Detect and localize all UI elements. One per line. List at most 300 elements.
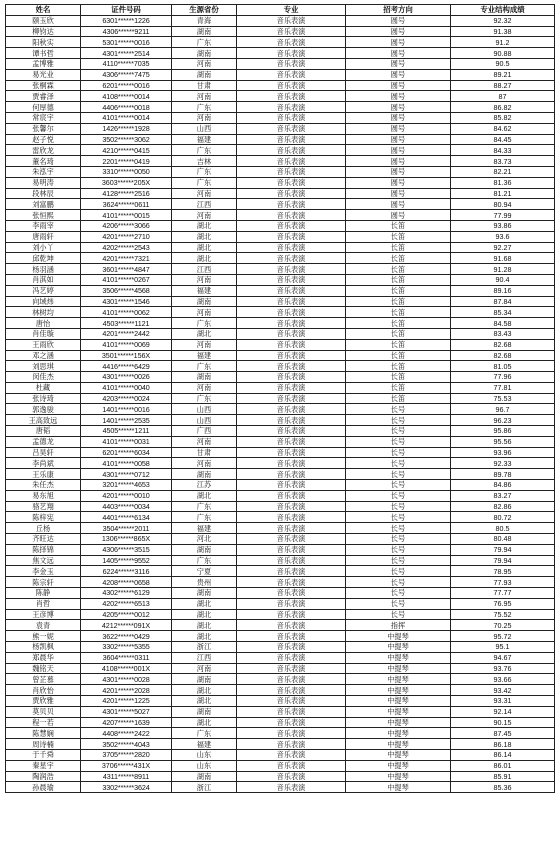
table-row [6,501,555,512]
cell-direction: 长笛 [346,253,451,264]
table-row [6,210,555,221]
cell-direction: 中提琴 [346,674,451,685]
cell-id-number: 4301******0026 [81,372,172,383]
cell-province: 江西 [172,652,237,663]
cell-id-number: 3201******4653 [81,480,172,491]
cell-name: 李金玉 [6,566,81,577]
cell-direction: 长号 [346,490,451,501]
cell-id-number: 4207******1639 [81,717,172,728]
cell-province: 河南 [172,436,237,447]
cell-score: 78.95 [451,566,555,577]
cell-score: 80.5 [451,523,555,534]
table-row [6,145,555,156]
cell-province: 湖北 [172,253,237,264]
cell-province: 江苏 [172,480,237,491]
table-row [6,782,555,793]
cell-major: 音乐表演 [237,501,346,512]
cell-major: 音乐表演 [237,318,346,329]
cell-province: 广东 [172,166,237,177]
cell-major: 音乐表演 [237,26,346,37]
table-row [6,372,555,383]
table-row [6,134,555,145]
cell-id-number: 4203******0024 [81,393,172,404]
cell-province: 甘肃 [172,80,237,91]
cell-name: 杨凯枫 [6,642,81,653]
cell-direction: 指挥 [346,620,451,631]
table-row [6,382,555,393]
cell-name: 冯艺婷 [6,285,81,296]
cell-name: 刘思琪 [6,361,81,372]
cell-direction: 中提琴 [346,652,451,663]
cell-province: 湖北 [172,631,237,642]
cell-province: 湖南 [172,544,237,555]
cell-score: 91.28 [451,264,555,275]
table-row [6,199,555,210]
cell-direction: 长号 [346,577,451,588]
cell-id-number: 4101******0014 [81,112,172,123]
cell-direction: 圆号 [346,80,451,91]
cell-id-number: 6301******1226 [81,15,172,26]
cell-direction: 长笛 [346,318,451,329]
header-score: 专业结构成绩 [451,5,555,16]
cell-province: 湖北 [172,717,237,728]
table-row [6,296,555,307]
cell-name: 张诗琦 [6,393,81,404]
cell-name: 贾睿泽 [6,91,81,102]
cell-name: 齐旺达 [6,534,81,545]
cell-direction: 中提琴 [346,631,451,642]
cell-direction: 圆号 [346,48,451,59]
cell-id-number: 4201******7321 [81,253,172,264]
cell-province: 湖南 [172,674,237,685]
cell-name: 颐玉欣 [6,15,81,26]
table-row [6,112,555,123]
table-row [6,760,555,771]
cell-name: 张恒熙 [6,210,81,221]
cell-id-number: 4201******2442 [81,328,172,339]
cell-name: 孟博雅 [6,58,81,69]
cell-id-number: 3504******2011 [81,523,172,534]
cell-score: 79.94 [451,555,555,566]
cell-id-number: 3603******205X [81,177,172,188]
cell-name: 陈宗轩 [6,577,81,588]
table-row [6,15,555,26]
cell-province: 广东 [172,37,237,48]
cell-score: 80.94 [451,199,555,210]
cell-score: 77.81 [451,382,555,393]
cell-province: 河南 [172,339,237,350]
cell-province: 江西 [172,199,237,210]
cell-score: 88.27 [451,80,555,91]
cell-major: 音乐表演 [237,674,346,685]
cell-major: 音乐表演 [237,771,346,782]
cell-id-number: 4301******1546 [81,296,172,307]
cell-province: 山东 [172,760,237,771]
cell-major: 音乐表演 [237,447,346,458]
cell-direction: 长号 [346,609,451,620]
cell-direction: 长笛 [346,220,451,231]
cell-name: 邓之涵 [6,350,81,361]
cell-major: 音乐表演 [237,145,346,156]
cell-direction: 长号 [346,501,451,512]
table-row [6,577,555,588]
cell-id-number: 6201******0016 [81,80,172,91]
table-row [6,674,555,685]
cell-province: 河南 [172,382,237,393]
cell-province: 山西 [172,123,237,134]
cell-province: 福建 [172,739,237,750]
cell-province: 福建 [172,350,237,361]
cell-score: 93.31 [451,696,555,707]
cell-major: 音乐表演 [237,642,346,653]
cell-direction: 长笛 [346,372,451,383]
cell-id-number: 5301******0016 [81,37,172,48]
cell-score: 81.21 [451,188,555,199]
cell-major: 音乐表演 [237,480,346,491]
cell-province: 湖北 [172,231,237,242]
cell-province: 广东 [172,512,237,523]
cell-score: 85.82 [451,112,555,123]
cell-name: 邱乾坤 [6,253,81,264]
cell-name: 雷欣龙 [6,145,81,156]
cell-direction: 长号 [346,512,451,523]
cell-direction: 圆号 [346,102,451,113]
table-row [6,48,555,59]
table-row [6,102,555,113]
cell-id-number: 4101******0031 [81,436,172,447]
cell-major: 音乐表演 [237,544,346,555]
cell-score: 93.66 [451,674,555,685]
cell-province: 广东 [172,501,237,512]
table-row [6,26,555,37]
cell-name: 曾芷慕 [6,674,81,685]
cell-province: 浙江 [172,782,237,793]
cell-score: 95.56 [451,436,555,447]
table-row [6,177,555,188]
cell-major: 音乐表演 [237,328,346,339]
cell-id-number: 3705******2820 [81,749,172,760]
cell-id-number: 4403******0034 [81,501,172,512]
table-row [6,631,555,642]
cell-score: 93.86 [451,220,555,231]
header-province: 生源省份 [172,5,237,16]
cell-score: 87 [451,91,555,102]
cell-major: 音乐表演 [237,134,346,145]
table-row [6,739,555,750]
cell-name: 王高致远 [6,415,81,426]
cell-province: 广东 [172,145,237,156]
cell-id-number: 4208******0658 [81,577,172,588]
table-row [6,350,555,361]
cell-id-number: 4128******2516 [81,188,172,199]
cell-province: 湖南 [172,26,237,37]
cell-score: 79.94 [451,544,555,555]
cell-province: 湖南 [172,706,237,717]
cell-direction: 长笛 [346,285,451,296]
cell-score: 86.01 [451,760,555,771]
cell-direction: 长笛 [346,328,451,339]
cell-score: 95.1 [451,642,555,653]
cell-major: 音乐表演 [237,242,346,253]
cell-direction: 圆号 [346,188,451,199]
cell-score: 87.45 [451,728,555,739]
cell-score: 84.62 [451,123,555,134]
cell-id-number: 3502******3062 [81,134,172,145]
cell-direction: 圆号 [346,58,451,69]
cell-major: 音乐表演 [237,739,346,750]
cell-name: 刘富鹏 [6,199,81,210]
cell-id-number: 4101******0062 [81,307,172,318]
cell-major: 音乐表演 [237,15,346,26]
cell-province: 湖北 [172,609,237,620]
cell-score: 91.68 [451,253,555,264]
table-row [6,242,555,253]
table-row [6,469,555,480]
cell-direction: 长号 [346,534,451,545]
cell-province: 湖南 [172,771,237,782]
cell-major: 音乐表演 [237,48,346,59]
cell-id-number: 3302******5355 [81,642,172,653]
cell-province: 湖北 [172,242,237,253]
table-row [6,749,555,760]
cell-province: 湖北 [172,620,237,631]
cell-direction: 长笛 [346,361,451,372]
cell-name: 陈择锦 [6,544,81,555]
cell-major: 音乐表演 [237,512,346,523]
cell-score: 96.7 [451,404,555,415]
cell-province: 湖南 [172,588,237,599]
cell-province: 福建 [172,285,237,296]
cell-province: 广东 [172,177,237,188]
cell-direction: 圆号 [346,210,451,221]
cell-id-number: 3601******4847 [81,264,172,275]
cell-id-number: 4301******0028 [81,674,172,685]
table-row [6,123,555,134]
cell-direction: 长笛 [346,231,451,242]
cell-major: 音乐表演 [237,415,346,426]
cell-name: 杜藏 [6,382,81,393]
cell-id-number: 3502******4043 [81,739,172,750]
cell-province: 广东 [172,393,237,404]
cell-score: 83.27 [451,490,555,501]
cell-id-number: 4206******3066 [81,220,172,231]
cell-score: 89.78 [451,469,555,480]
cell-name: 陈静 [6,588,81,599]
cell-name: 肖淇如 [6,274,81,285]
table-row [6,771,555,782]
table-row [6,166,555,177]
cell-id-number: 4408******2422 [81,728,172,739]
cell-direction: 长号 [346,469,451,480]
cell-direction: 圆号 [346,145,451,156]
table-row [6,264,555,275]
cell-major: 音乐表演 [237,58,346,69]
cell-direction: 中提琴 [346,782,451,793]
cell-direction: 长笛 [346,393,451,404]
cell-direction: 长号 [346,566,451,577]
cell-name: 吕昊轩 [6,447,81,458]
cell-major: 音乐表演 [237,490,346,501]
cell-major: 音乐表演 [237,80,346,91]
table-row [6,706,555,717]
cell-name: 朱泓宇 [6,166,81,177]
cell-direction: 圆号 [346,37,451,48]
cell-direction: 长号 [346,447,451,458]
cell-score: 70.25 [451,620,555,631]
cell-major: 音乐表演 [237,652,346,663]
cell-province: 甘肃 [172,447,237,458]
cell-name: 谭书哲 [6,48,81,59]
table-row [6,318,555,329]
cell-name: 孟德龙 [6,436,81,447]
cell-id-number: 4301******0712 [81,469,172,480]
cell-id-number: 3624******0611 [81,199,172,210]
table-row [6,307,555,318]
cell-province: 河南 [172,274,237,285]
cell-major: 音乐表演 [237,555,346,566]
cell-id-number: 4101******0069 [81,339,172,350]
cell-score: 94.67 [451,652,555,663]
table-row [6,91,555,102]
cell-id-number: 4306******3515 [81,544,172,555]
cell-id-number: 4101******0040 [81,382,172,393]
cell-score: 96.23 [451,415,555,426]
cell-province: 河南 [172,307,237,318]
cell-province: 浙江 [172,642,237,653]
cell-id-number: 3622******0429 [81,631,172,642]
cell-major: 音乐表演 [237,350,346,361]
cell-major: 音乐表演 [237,37,346,48]
cell-id-number: 4108******0014 [81,91,172,102]
table-row [6,458,555,469]
table-row [6,728,555,739]
cell-id-number: 3310******0050 [81,166,172,177]
cell-name: 林树均 [6,307,81,318]
cell-direction: 中提琴 [346,696,451,707]
cell-major: 音乐表演 [237,220,346,231]
cell-id-number: 4101******0267 [81,274,172,285]
table-row [6,490,555,501]
cell-score: 82.86 [451,501,555,512]
cell-direction: 中提琴 [346,663,451,674]
cell-name: 易明涛 [6,177,81,188]
cell-major: 音乐表演 [237,717,346,728]
cell-id-number: 4108******001X [81,663,172,674]
cell-id-number: 4110******7035 [81,58,172,69]
table-row [6,80,555,91]
cell-province: 湖北 [172,685,237,696]
cell-major: 音乐表演 [237,177,346,188]
cell-name: 柳钧达 [6,26,81,37]
cell-major: 音乐表演 [237,631,346,642]
cell-name: 王乐康 [6,469,81,480]
cell-id-number: 4101******0015 [81,210,172,221]
cell-direction: 长号 [346,436,451,447]
cell-name: 唐怡 [6,318,81,329]
cell-direction: 长笛 [346,382,451,393]
cell-score: 80.72 [451,512,555,523]
cell-name: 杨羽涵 [6,264,81,275]
table-row [6,620,555,631]
cell-major: 音乐表演 [237,469,346,480]
cell-score: 87.84 [451,296,555,307]
cell-name: 李尚斌 [6,458,81,469]
table-row [6,156,555,167]
cell-direction: 长号 [346,544,451,555]
cell-province: 吉林 [172,156,237,167]
cell-major: 音乐表演 [237,307,346,318]
cell-name: 肖佳璇 [6,328,81,339]
cell-province: 贵州 [172,577,237,588]
cell-direction: 圆号 [346,15,451,26]
table-row [6,663,555,674]
cell-score: 85.91 [451,771,555,782]
table-row [6,339,555,350]
table-row [6,534,555,545]
table-row [6,566,555,577]
cell-major: 音乐表演 [237,91,346,102]
cell-name: 刘小丫 [6,242,81,253]
table-row [6,58,555,69]
cell-province: 广东 [172,728,237,739]
cell-major: 音乐表演 [237,760,346,771]
cell-score: 85.36 [451,782,555,793]
cell-province: 湖北 [172,696,237,707]
cell-province: 河南 [172,188,237,199]
cell-name: 郭逸骏 [6,404,81,415]
cell-score: 77.93 [451,577,555,588]
cell-name: 闵佳杰 [6,372,81,383]
cell-province: 广东 [172,318,237,329]
cell-name: 王彦博 [6,609,81,620]
cell-direction: 圆号 [346,69,451,80]
cell-name: 董名琦 [6,156,81,167]
cell-score: 91.38 [451,26,555,37]
cell-score: 84.45 [451,134,555,145]
cell-major: 音乐表演 [237,188,346,199]
cell-id-number: 4311******8911 [81,771,172,782]
cell-major: 音乐表演 [237,404,346,415]
cell-name: 肖欣怡 [6,685,81,696]
cell-id-number: 1426******1928 [81,123,172,134]
cell-id-number: 4406******0018 [81,102,172,113]
cell-id-number: 3501******156X [81,350,172,361]
cell-name: 唐雨轩 [6,231,81,242]
cell-name: 张桐霖 [6,80,81,91]
cell-province: 湖南 [172,48,237,59]
cell-score: 76.95 [451,598,555,609]
cell-score: 81.36 [451,177,555,188]
cell-score: 82.68 [451,339,555,350]
cell-name: 张馨尔 [6,123,81,134]
cell-id-number: 4101******0058 [81,458,172,469]
cell-id-number: 4301******5027 [81,706,172,717]
cell-id-number: 4301******2514 [81,48,172,59]
cell-province: 湖南 [172,69,237,80]
cell-direction: 中提琴 [346,760,451,771]
cell-direction: 中提琴 [346,717,451,728]
cell-province: 福建 [172,134,237,145]
cell-major: 音乐表演 [237,566,346,577]
header-major: 专业 [237,5,346,16]
cell-name: 赵子悦 [6,134,81,145]
cell-direction: 中提琴 [346,728,451,739]
cell-major: 音乐表演 [237,210,346,221]
cell-direction: 长笛 [346,350,451,361]
cell-major: 音乐表演 [237,749,346,760]
header-id-number: 证件号码 [81,5,172,16]
table-row [6,188,555,199]
